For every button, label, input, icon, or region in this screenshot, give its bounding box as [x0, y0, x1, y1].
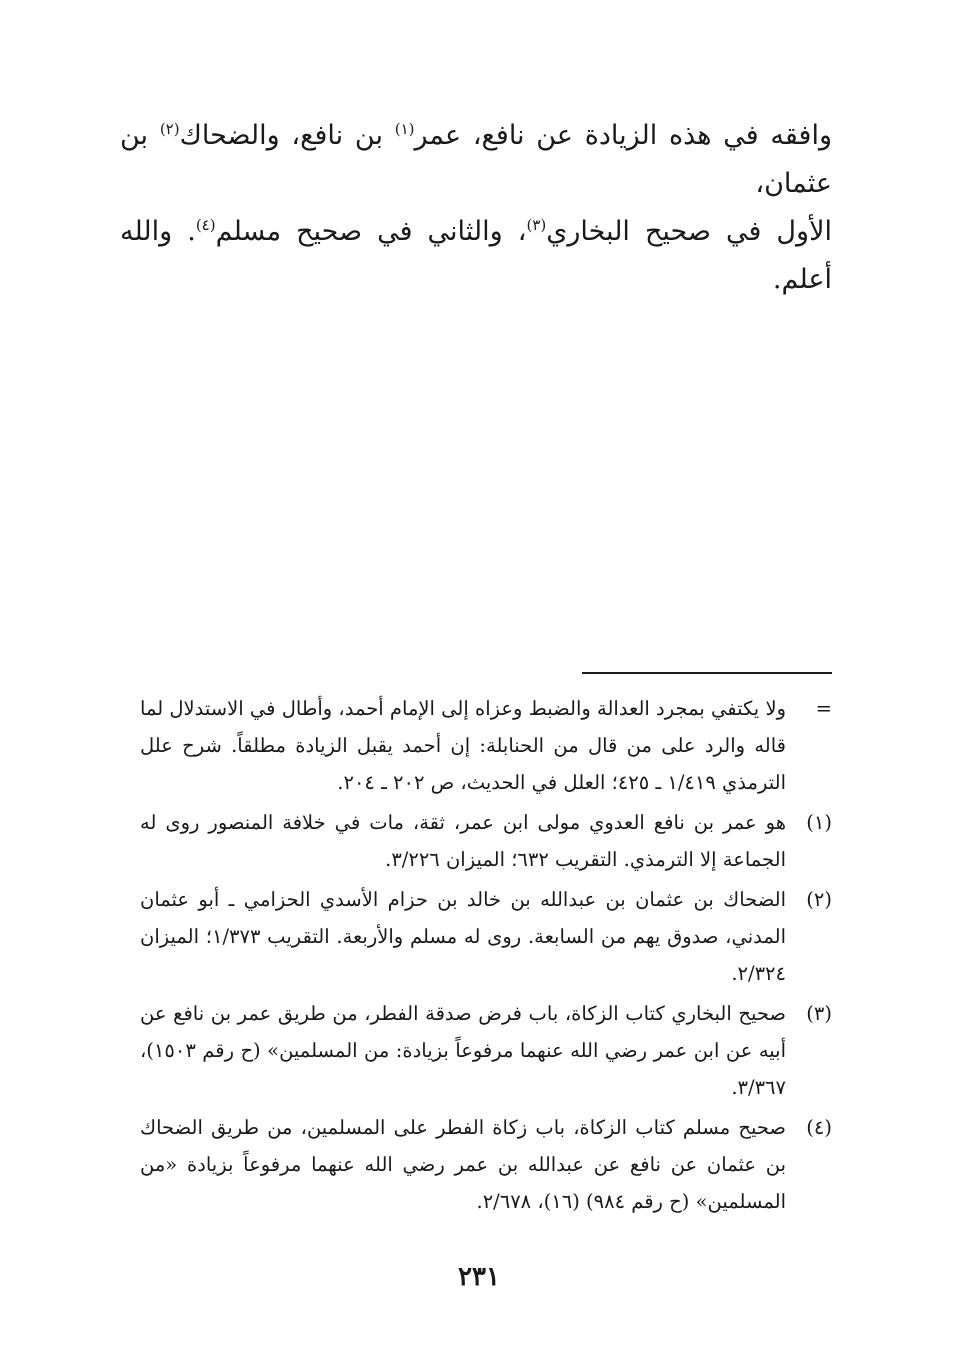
footnote-marker: (١) [806, 811, 832, 834]
footnote-text: صحيح مسلم كتاب الزكاة، باب زكاة الفطر على المسلمين، من طريق الضحاك بن عثمان عن نافع عن عبدالله بن عمر رضي الله عنهما مرفوعاً بزيادة «من المسلمين» (ح رقم ٩٨٤) (١٦)، ٢/٦٧٨. [140, 1116, 786, 1213]
footnote-4 [140, 1109, 832, 1220]
main-text-segment: . والله أعلم. [120, 216, 832, 295]
main-text [120, 112, 832, 304]
footnote-continuation [140, 690, 832, 801]
footnote-marker: (٣) [806, 1002, 832, 1025]
footnote-2 [140, 881, 832, 992]
main-text-segment: بن نافع، والضحاك [179, 120, 395, 151]
main-line-2 [120, 208, 832, 304]
footnote-text: هو عمر بن نافع العدوي مولى ابن عمر، ثقة، مات في خلافة المنصور روى له الجماعة إلا الترمذي. التقريب ٦٣٢؛ الميزان ٣/٢٢٦. [140, 811, 786, 871]
footnote-ref[interactable]: (٤) [195, 216, 216, 234]
footnote-ref[interactable]: (٣) [526, 216, 547, 234]
footnote-marker: = [815, 697, 832, 720]
main-text-segment: الأول في صحيح البخاري [546, 216, 832, 247]
footnote-ref[interactable]: (٢) [159, 120, 180, 138]
footnote-marker: (٤) [806, 1116, 832, 1139]
footnotes [140, 690, 832, 1223]
footnote-1 [140, 804, 832, 878]
footnote-text: صحيح البخاري كتاب الزكاة، باب فرض صدقة الفطر، من طريق عمر بن نافع عن أبيه عن ابن عمر رضي الله عنهما مرفوعاً بزيادة: من المسلمين» (ح رقم ١٥٠٣)، ٣/٣٦٧. [140, 1002, 786, 1099]
main-text-segment: بن عثمان، [120, 120, 832, 199]
main-text-segment: ، والثاني في صحيح مسلم [215, 216, 527, 247]
main-text-segment: وافقه في هذه الزيادة عن نافع، عمر [414, 120, 833, 151]
footnote-ref[interactable]: (١) [394, 120, 415, 138]
footnote-3 [140, 995, 832, 1106]
footnote-separator [582, 672, 832, 674]
footnote-text: الضحاك بن عثمان بن عبدالله بن خالد بن حزام الأسدي الحزامي ـ أبو عثمان المدني، صدوق يهم من السابعة. روى له مسلم والأربعة. التقريب ١/٣٧٣؛ الميزان ٢/٣٢٤. [140, 888, 786, 985]
main-line-1 [120, 112, 832, 208]
footnote-marker: (٢) [806, 888, 832, 911]
footnote-text: ولا يكتفي بمجرد العدالة والضبط وعزاه إلى الإمام أحمد، وأطال في الاستدلال لما قاله والرد على من قال من الحنابلة: إن أحمد يقبل الزيادة مطلقاً. شرح علل الترمذي ١/٤١٩ ـ ٤٢٥؛ العلل في الحديث، ص ٢٠٢ ـ ٢٠٤. [140, 697, 786, 794]
page-number: ٢٣١ [458, 1262, 500, 1292]
